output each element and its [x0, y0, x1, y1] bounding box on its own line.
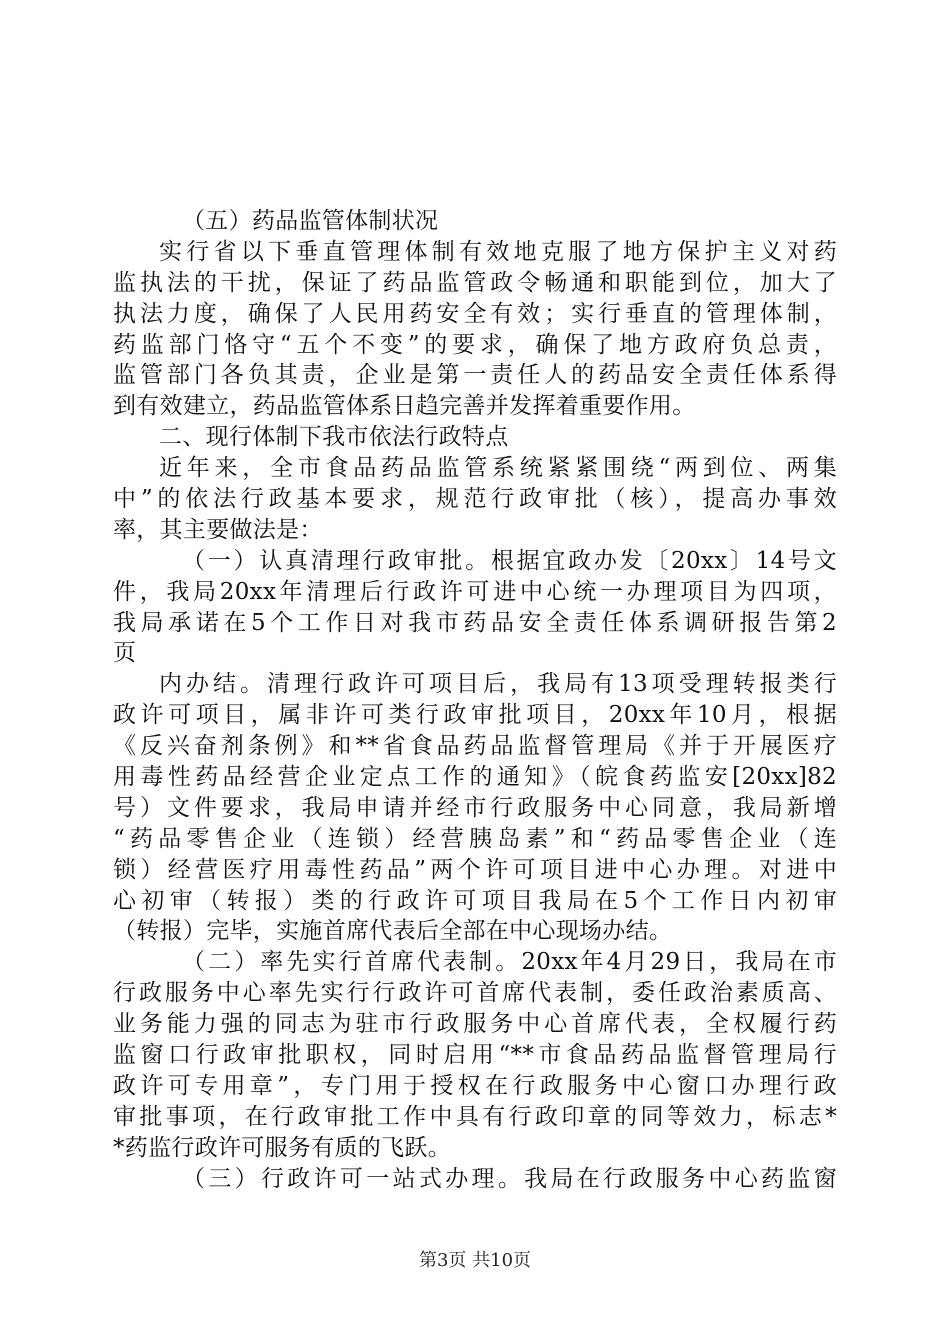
- paragraph-line: 政许可项目，属非许可类行政审批项目，20xx年10月，根据: [113, 702, 837, 729]
- document-body: [113, 206, 837, 1195]
- paragraph-line: “药品零售企业（连锁）经营胰岛素”和“药品零售企业（连: [113, 825, 837, 852]
- paragraph-line: 用毒性药品经营企业定点工作的通知》（皖食药监安[20xx]82: [113, 764, 837, 791]
- paragraph-line: *药监行政许可服务有质的飞跃。: [113, 1134, 451, 1161]
- page-footer: 第3页 共10页: [418, 1250, 532, 1271]
- paragraph-line: 到有效建立，药品监管体系日趋完善并发挥着重要作用。: [113, 393, 696, 420]
- paragraph-line: （三）行政许可一站式办理。我局在行政服务中心药监窗: [182, 1165, 837, 1192]
- paragraph-line: （二）率先实行首席代表制。20xx年4月29日，我局在市: [182, 949, 837, 976]
- paragraph-line: 中”的依法行政基本要求，规范行政审批（核），提高办事效: [113, 486, 837, 513]
- paragraph-line: 页: [113, 640, 137, 667]
- paragraph-line: 审批事项，在行政审批工作中具有行政印章的同等效力，标志*: [113, 1103, 837, 1130]
- paragraph-line: 监管部门各负其责，企业是第一责任人的药品安全责任体系得: [113, 362, 837, 389]
- paragraph-line: 《反兴奋剂条例》和**省食品药品监督管理局《并于开展医疗: [113, 733, 837, 760]
- paragraph-line: 我局承诺在5个工作日对我市药品安全责任体系调研报告第2: [113, 609, 837, 636]
- paragraph-line: 行政服务中心率先实行行政许可首席代表制，委任政治素质高、: [113, 980, 837, 1007]
- paragraph-line: 近年来，全市食品药品监管系统紧紧围绕“两到位、两集: [159, 455, 837, 482]
- paragraph-line: 药监部门恪守“五个不变”的要求，确保了地方政府负总责，: [113, 331, 837, 358]
- paragraph-line: （一）认真清理行政审批。根据宜政办发〔20xx〕14号文: [182, 547, 837, 574]
- paragraph-line: 监执法的干扰，保证了药品监管政令畅通和职能到位，加大了: [113, 269, 837, 296]
- section-heading: 二、现行体制下我市依法行政特点: [159, 424, 509, 451]
- paragraph-line: 锁）经营医疗用毒性药品”两个许可项目进中心办理。对进中: [113, 856, 837, 883]
- paragraph-line: 率，其主要做法是：: [113, 516, 323, 543]
- paragraph-line: 号）文件要求，我局申请并经市行政服务中心同意，我局新增: [113, 794, 837, 821]
- paragraph-line: 监窗口行政审批职权，同时启用“**市食品药品监督管理局行: [113, 1042, 837, 1069]
- paragraph-line: 业务能力强的同志为驻市行政服务中心首席代表，全权履行药: [113, 1011, 837, 1038]
- paragraph-line: （转报）完毕，实施首席代表后全部在中心现场办结。: [113, 918, 673, 945]
- paragraph-line: 实行省以下垂直管理体制有效地克服了地方保护主义对药: [159, 238, 837, 265]
- paragraph-line: 执法力度，确保了人民用药安全有效；实行垂直的管理体制，: [113, 300, 837, 327]
- paragraph-line: 内办结。清理行政许可项目后，我局有13项受理转报类行: [159, 671, 837, 698]
- paragraph-line: 心初审（转报）类的行政许可项目我局在5个工作日内初审: [113, 887, 837, 914]
- paragraph-line: 件，我局20xx年清理后行政许可进中心统一办理项目为四项，: [113, 578, 837, 605]
- section-heading: （五）药品监管体制状况: [182, 208, 439, 234]
- paragraph-line: 政许可专用章”，专门用于授权在行政服务中心窗口办理行政: [113, 1072, 837, 1099]
